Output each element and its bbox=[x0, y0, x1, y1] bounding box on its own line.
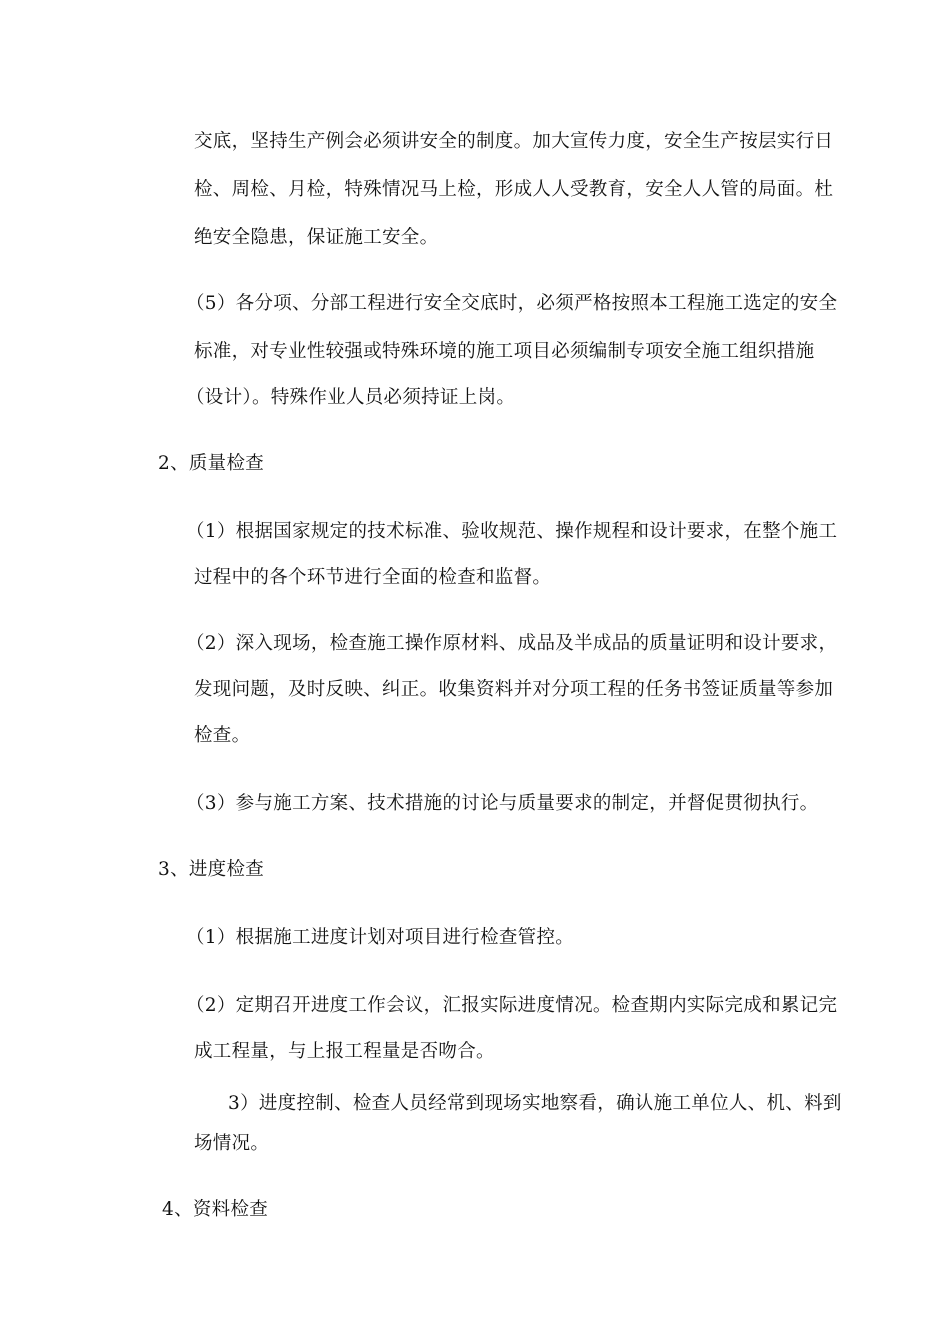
paragraph-line: 发现问题，及时反映、纠正。收集资料并对分项工程的任务书签证质量等参加 bbox=[194, 679, 834, 700]
paragraph-line: 标准，对专业性较强或特殊环境的施工项目必须编制专项安全施工组织措施 bbox=[194, 341, 815, 362]
paragraph-line: （设计）。特殊作业人员必须持证上岗。 bbox=[186, 387, 516, 408]
paragraph-line: 检查。 bbox=[194, 725, 251, 746]
paragraph-line: 成工程量，与上报工程量是否吻合。 bbox=[194, 1041, 495, 1062]
section-heading: 3、进度检查 bbox=[158, 859, 265, 880]
paragraph-line: 交底，坚持生产例会必须讲安全的制度。加大宣传力度，安全生产按层实行日 bbox=[194, 131, 834, 152]
paragraph-line: （1）根据国家规定的技术标准、验收规范、操作规程和设计要求，在整个施工 bbox=[186, 521, 838, 542]
paragraph-line: 检、周检、月检，特殊情况马上检，形成人人受教育，安全人人管的局面。杜 bbox=[194, 179, 834, 200]
paragraph-line: 绝安全隐患，保证施工安全。 bbox=[194, 227, 439, 248]
paragraph-line: （3）参与施工方案、技术措施的讨论与质量要求的制定，并督促贯彻执行。 bbox=[186, 793, 819, 814]
paragraph-line: （2）深入现场，检查施工操作原材料、成品及半成品的质量证明和设计要求， bbox=[186, 633, 838, 654]
section-heading: 4、资料检查 bbox=[162, 1199, 269, 1220]
paragraph-line: （5）各分项、分部工程进行安全交底时，必须严格按照本工程施工选定的安全 bbox=[186, 293, 838, 314]
section-heading: 2、质量检查 bbox=[158, 453, 265, 474]
paragraph-line: （1）根据施工进度计划对项目进行检查管控。 bbox=[186, 927, 575, 948]
paragraph-line: 场情况。 bbox=[194, 1133, 270, 1154]
paragraph-line: 3）进度控制、检查人员经常到现场实地察看，确认施工单位人、机、料到 bbox=[228, 1093, 842, 1114]
paragraph-line: 过程中的各个环节进行全面的检查和监督。 bbox=[194, 567, 552, 588]
paragraph-line: （2）定期召开进度工作会议，汇报实际进度情况。检查期内实际完成和累记完 bbox=[186, 995, 838, 1016]
